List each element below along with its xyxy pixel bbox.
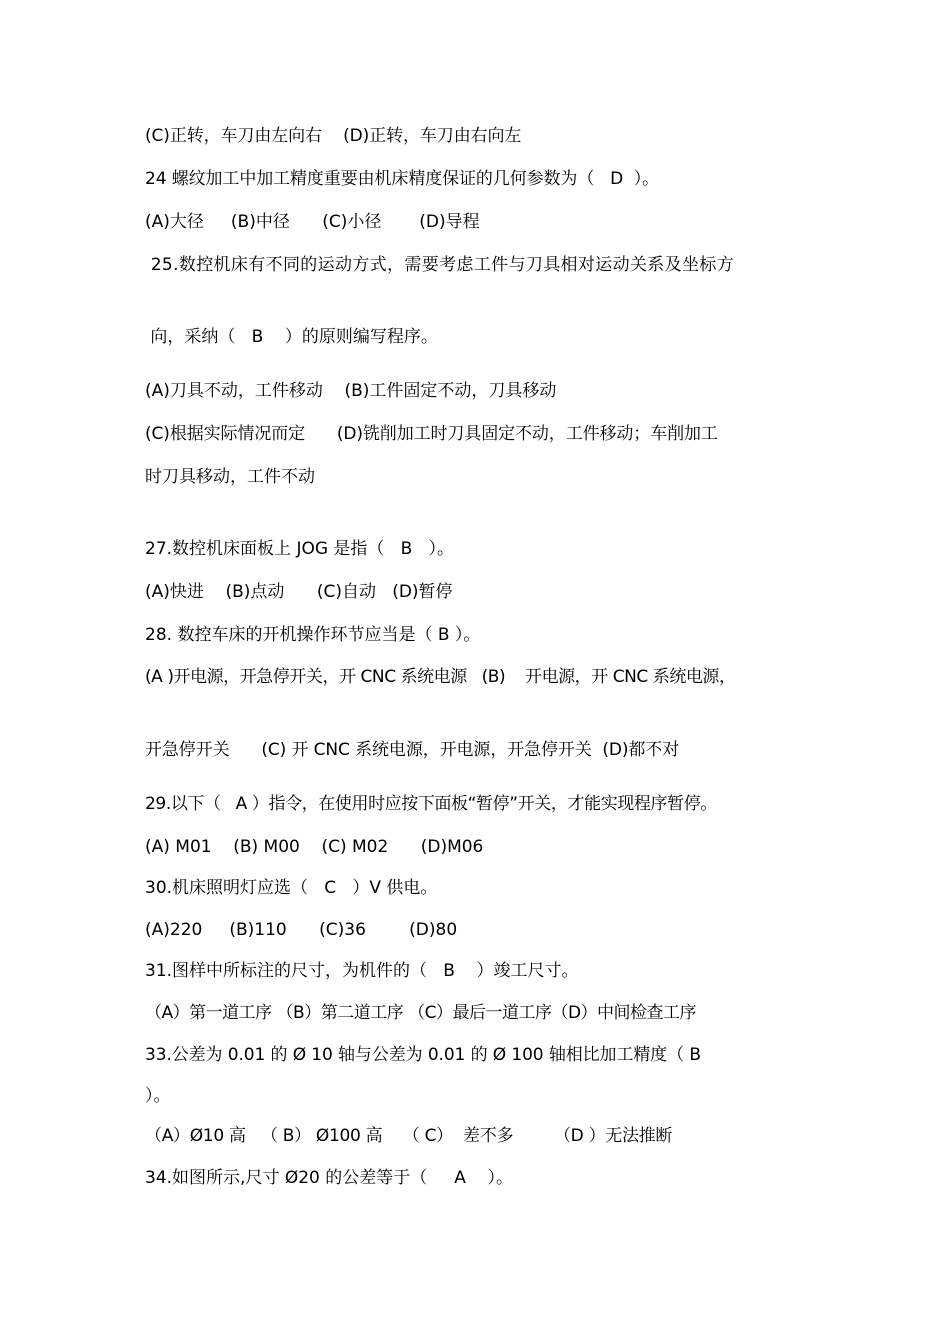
question-34: 34.如图所示,尺寸 Ø20 的公差等于（ A ）。	[145, 1168, 514, 1188]
options-27: (A)快进 (B)点动 (C)自动 (D)暂停	[145, 582, 453, 602]
options-25-ab: (A)刀具不动，工件移动 (B)工件固定不动，刀具移动	[145, 381, 557, 401]
options-25-cd-continued: 时刀具移动，工件不动	[145, 467, 315, 487]
question-25-line-1: 25.数控机床有不同的运动方式，需要考虑工件与刀具相对运动关系及坐标方	[145, 255, 735, 275]
question-33-line-1: 33.公差为 0.01 的 Ø 10 轴与公差为 0.01 的 Ø 100 轴相比加工精度（ B	[145, 1045, 701, 1065]
options-30: (A)220 (B)110 (C)36 (D)80	[145, 920, 458, 940]
question-25-line-2: 向，采纳（ B ）的原则编写程序。	[145, 327, 438, 347]
options-31: （A）第一道工序 （B）第二道工序 （C）最后一道工序（D）中间检查工序	[145, 1003, 697, 1023]
options-33: （A）Ø10 高 （ B） Ø100 高 （ C） 差不多 （D ）无法推断	[145, 1126, 673, 1146]
options-28-line-1: (A )开电源，开急停开关，开 CNC 系统电源 (B) 开电源，开 CNC 系统电源，	[145, 667, 736, 687]
options-29: (A) M01 (B) M00 (C) M02 (D)M06	[145, 837, 484, 857]
question-28: 28. 数控车床的开机操作环节应当是（ B ）。	[145, 625, 481, 645]
options-24: (A)大径 (B)中径 (C)小径 (D)导程	[145, 212, 480, 232]
question-24: 24 螺纹加工中加工精度重要由机床精度保证的几何参数为（ D ）。	[145, 169, 660, 189]
question-31: 31.图样中所标注的尺寸，为机件的（ B ）竣工尺寸。	[145, 961, 579, 981]
question-30: 30.机床照明灯应选（ C ）V 供电。	[145, 878, 438, 898]
question-27: 27.数控机床面板上 JOG 是指（ B ）。	[145, 539, 454, 559]
option-line-23-cd: (C)正转，车刀由左向右 (D)正转，车刀由右向左	[145, 126, 522, 146]
question-33-line-2: ）。	[145, 1086, 171, 1106]
options-28-line-2: 开急停开关 (C) 开 CNC 系统电源，开电源，开急停开关 (D)都不对	[145, 740, 680, 760]
question-29: 29.以下（ A ）指令，在使用时应按下面板“暂停”开关，才能实现程序暂停。	[145, 794, 717, 814]
options-25-cd: (C)根据实际情况而定 (D)铣削加工时刀具固定不动，工件移动；车削加工	[145, 424, 718, 444]
